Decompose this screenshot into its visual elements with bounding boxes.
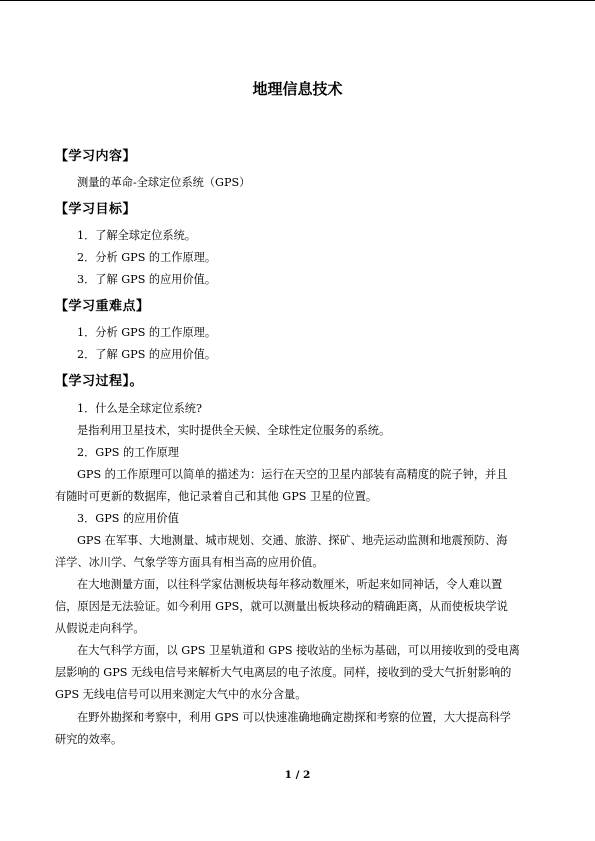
section-heading-goals: 【学习目标】 — [55, 202, 137, 217]
process-line: GPS 在军事、大地测量、城市规划、交通、旅游、探矿、地壳运动监测和地震预防、海 — [77, 534, 508, 547]
content-line: 测量的革命-全球定位系统（GPS） — [77, 176, 251, 189]
process-line: 层影响的 GPS 无线电信号来解析大气电离层的电子浓度。同样，接收到的受大气折射影响的 — [55, 666, 512, 679]
process-line: GPS 的工作原理可以简单的描述为：运行在天空的卫星内部装有高精度的院子钟，并且 — [77, 468, 508, 481]
process-line: GPS 无线电信号可以用来测定大气中的水分含量。 — [55, 688, 307, 701]
process-line: 是指利用卫星技术，实时提供全天候、全球性定位服务的系统。 — [77, 424, 391, 437]
process-line: 从假说走向科学。 — [55, 622, 145, 635]
process-line: 在大气科学方面，以 GPS 卫星轨道和 GPS 接收站的坐标为基础，可以用接收到的受电离 — [77, 644, 520, 657]
section-heading-process: 【学习过程】。 — [55, 374, 144, 389]
process-line: 有随时可更新的数据库，他记录着自己和其他 GPS 卫星的位置。 — [55, 490, 378, 503]
process-line: 1．什么是全球定位系统? — [77, 402, 202, 415]
goal-item: 3．了解 GPS 的应用价值。 — [77, 273, 217, 286]
process-line: 研究的效率。 — [55, 733, 123, 746]
key-point-item: 2．了解 GPS 的应用价值。 — [77, 348, 217, 361]
process-line: 洋学、冰川学、气象学等方面具有相当高的应用价值。 — [55, 556, 324, 569]
process-line: 在大地测量方面，以往科学家估测板块每年移动数厘米，听起来如同神话，令人难以置 — [77, 578, 503, 591]
section-heading-content: 【学习内容】 — [55, 149, 137, 164]
key-point-item: 1．分析 GPS 的工作原理。 — [77, 326, 217, 339]
page-title: 地理信息技术 — [252, 80, 343, 98]
process-line: 在野外勘探和考察中，利用 GPS 可以快速准确地确定勘探和考察的位置，大大提高科学 — [77, 711, 511, 724]
top-border-line — [0, 0, 595, 1]
page-number: 1 / 2 — [284, 769, 311, 781]
goal-item: 1．了解全球定位系统。 — [77, 229, 196, 242]
section-heading-key-points: 【学习重难点】 — [55, 299, 150, 314]
goal-item: 2．分析 GPS 的工作原理。 — [77, 251, 217, 264]
process-line: 3．GPS 的应用价值 — [77, 512, 179, 525]
process-line: 2．GPS 的工作原理 — [77, 446, 179, 459]
process-line: 信，原因是无法验证。如今利用 GPS，就可以测量出板块移动的精确距离，从而使板块学说 — [55, 600, 508, 613]
